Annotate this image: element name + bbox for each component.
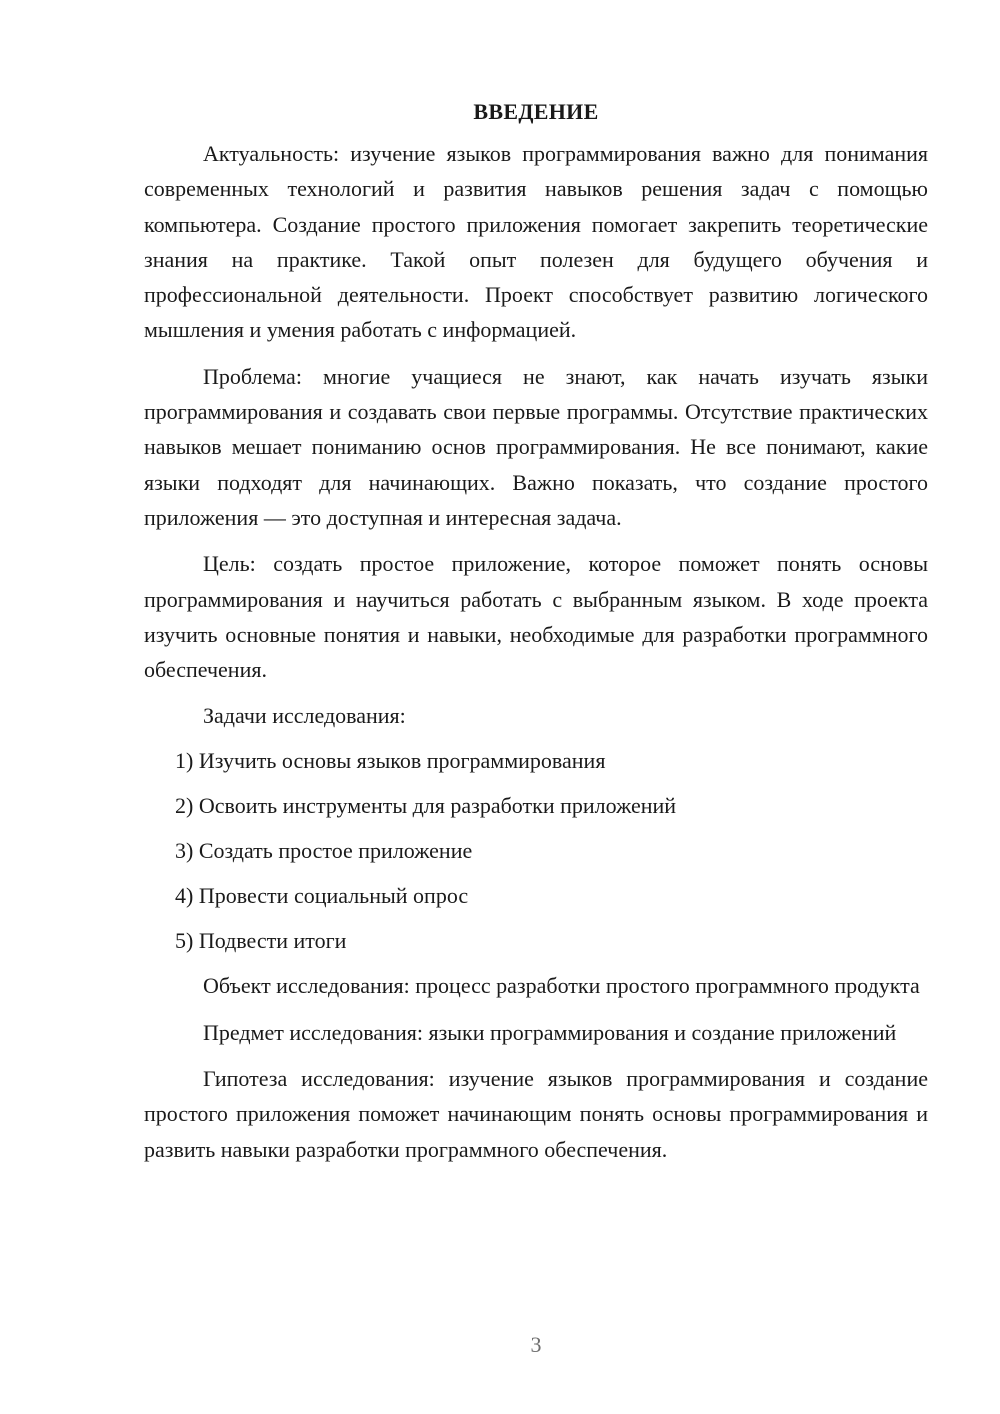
hypothesis-paragraph: Гипотеза исследования: изучение языков программирования и создание простого приложения поможет начинающим понять основы программирования и развить навыки разработки программного обеспечения. [144,1066,928,1162]
tasks-list [144,743,928,958]
task-item-4: 4) Провести социальный опрос [175,883,469,909]
page-body [144,94,928,1167]
object-paragraph: Объект исследования: процесс разработки простого программного продукта [203,973,920,999]
task-item-3: 3) Создать простое приложение [175,838,473,864]
subject-paragraph: Предмет исследования: языки программирования и создание приложений [203,1019,897,1045]
task-item-1: 1) Изучить основы языков программирования [175,748,606,774]
relevance-paragraph: Актуальность: изучение языков программирования важно для понимания современных технологий и развития навыков решения задач с помощью компьютера. Создание простого приложения помогает закрепить теоретические знания на практике. Такой опыт полезен для будущего обучения и профессиональной деятельности. Проект способствует развитию логического мышления и умения работать с информацией. [144,141,928,343]
tasks-heading: Задачи исследования: [203,703,406,729]
task-item-5: 5) Подвести итоги [175,928,347,954]
page-title: ВВЕДЕНИЕ [473,99,599,124]
page-number: 3 [530,1332,542,1357]
task-item-2: 2) Освоить инструменты для разработки приложений [175,793,677,819]
goal-paragraph: Цель: создать простое приложение, которое поможет понять основы программирования и научиться работать с выбранным языком. В ходе проекта изучить основные понятия и навыки, необходимые для разработки программного обеспечения. [144,551,928,683]
problem-paragraph: Проблема: многие учащиеся не знают, как начать изучать языки программирования и создавать свои первые программы. Отсутствие практических навыков мешает пониманию основ программирования. Не все понимают, какие языки подходят для начинающих. Важно показать, что создание простого приложения — это доступная и интересная задача. [144,363,928,530]
